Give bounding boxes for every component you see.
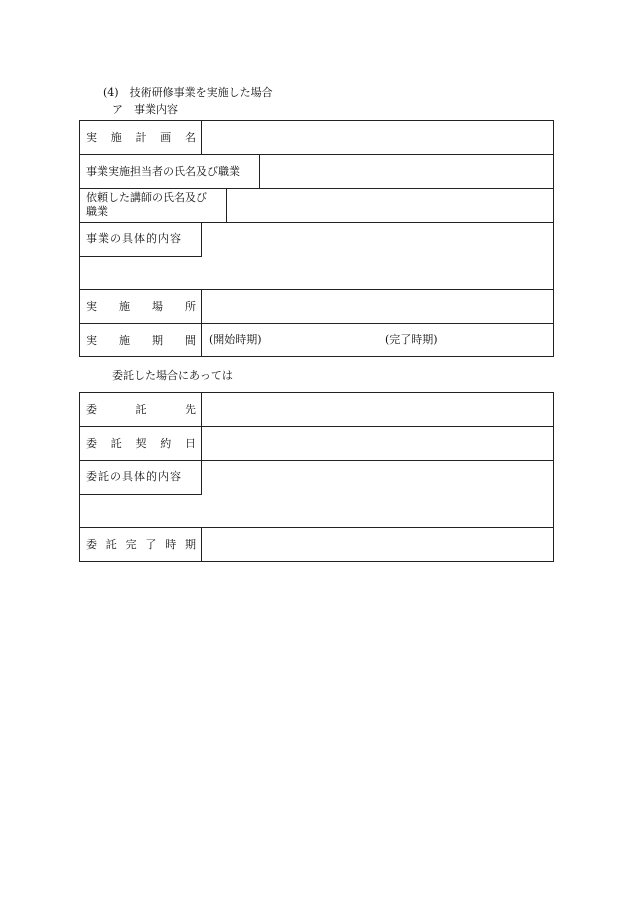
completion-date-field[interactable]: [202, 528, 553, 561]
contractor-label: 委 託 先: [86, 402, 196, 416]
outsourcing-table: [79, 392, 554, 562]
section-heading: (4) 技術研修事業を実施した場合: [103, 86, 273, 99]
lecturer-name-occupation-label: 依頼した講師の氏名及び 職業: [86, 191, 207, 218]
venue-label: 実 施 場 所: [86, 299, 196, 313]
outsourcing-heading: 委託した場合にあっては: [112, 369, 233, 382]
contract-date-field[interactable]: [202, 427, 553, 460]
outsourcing-content-field[interactable]: [80, 495, 553, 527]
business-content-table: [79, 120, 554, 357]
period-label: 実 施 期 間: [86, 333, 196, 347]
staff-name-occupation-field[interactable]: [260, 155, 553, 188]
outsourcing-content-label: 委託の具体的内容: [86, 470, 182, 483]
period-start-label[interactable]: (開始時期): [209, 333, 262, 346]
plan-name-label: 実 施 計 画 名: [86, 130, 196, 144]
contractor-field[interactable]: [202, 393, 553, 426]
content-detail-field[interactable]: [80, 257, 553, 289]
period-end-label[interactable]: (完了時期): [385, 333, 438, 346]
plan-name-field[interactable]: [202, 121, 553, 154]
lecturer-name-occupation-field[interactable]: [227, 189, 553, 222]
subsection-heading: ア 事業内容: [112, 103, 178, 116]
completion-date-label: 委 託 完 了 時 期: [86, 537, 196, 551]
content-detail-label: 事業の具体的内容: [86, 232, 182, 245]
staff-name-occupation-label: 事業実施担当者の氏名及び職業: [86, 165, 240, 178]
venue-field[interactable]: [202, 290, 553, 323]
contract-date-label: 委 託 契 約 日: [86, 436, 196, 450]
